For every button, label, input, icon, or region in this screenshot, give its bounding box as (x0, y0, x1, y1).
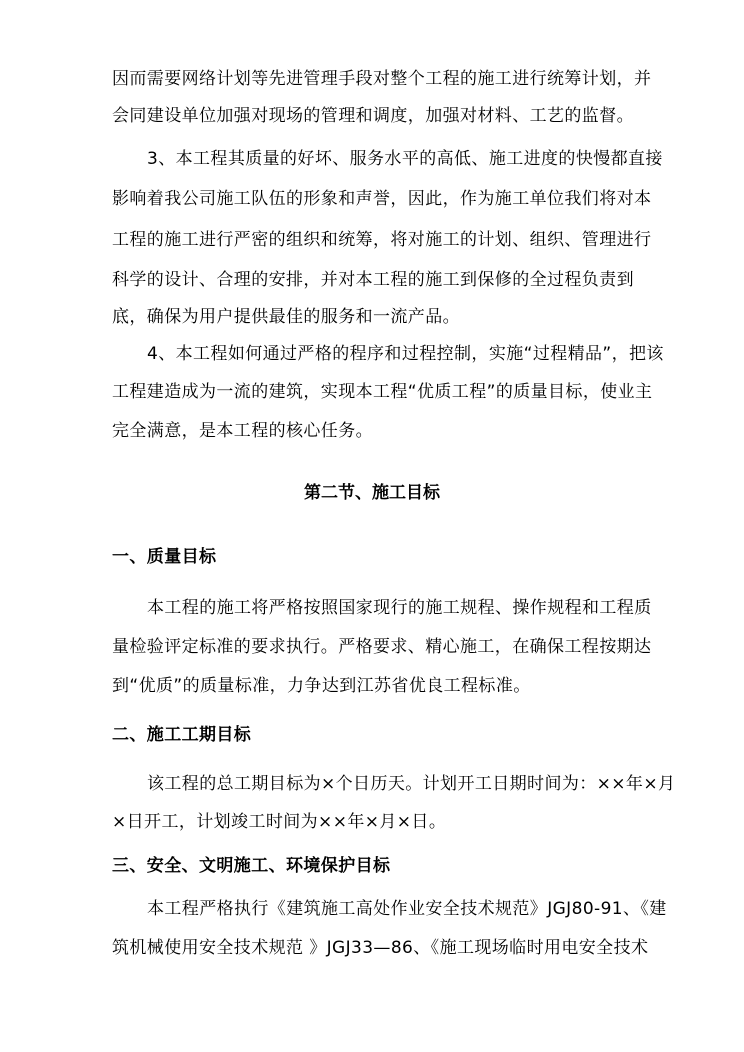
paragraph-line: 完全满意，是本工程的核心任务。 (112, 421, 373, 441)
paragraph-line: 量检验评定标准的要求执行。严格要求、精心施工，在确保工程按期达 (112, 637, 652, 657)
subsection-title-safety: 三、安全、文明施工、环境保护目标 (112, 856, 391, 876)
paragraph-line: 3、本工程其质量的好坏、服务水平的高低、施工进度的快慢都直接 (147, 149, 663, 169)
subsection-title-schedule: 二、施工工期目标 (112, 725, 252, 745)
paragraph-line: ×日开工，计划竣工时间为××年×月×日。 (112, 812, 447, 832)
paragraph-line: 到“优质”的质量标准，力争达到江苏省优良工程标准。 (112, 676, 531, 696)
paragraph-line: 该工程的总工期目标为×个日历天。计划开工日期时间为：××年×月 (147, 774, 676, 794)
paragraph-line: 科学的设计、合理的安排，并对本工程的施工到保修的全过程负责到 (112, 270, 634, 290)
paragraph-line: 影响着我公司施工队伍的形象和声誉，因此，作为施工单位我们将对本 (112, 189, 652, 209)
paragraph-line: 筑机械使用安全技术规范 》JGJ33—86、《施工现场临时用电安全技术 (112, 938, 649, 958)
paragraph-line: 4、本工程如何通过严格的程序和过程控制，实施“过程精品”，把该 (147, 344, 664, 364)
paragraph-line: 会同建设单位加强对现场的管理和调度，加强对材料、工艺的监督。 (112, 106, 634, 126)
subsection-title-quality: 一、质量目标 (112, 547, 217, 567)
section-title: 第二节、施工目标 (304, 483, 440, 503)
paragraph-line: 本工程严格执行《建筑施工高处作业安全技术规范》JGJ80-91、《建 (147, 899, 667, 919)
paragraph-line: 本工程的施工将严格按照国家现行的施工规程、操作规程和工程质 (147, 598, 652, 618)
paragraph-line: 工程的施工进行严密的组织和统筹，将对施工的计划、组织、管理进行 (112, 230, 652, 250)
paragraph-line: 工程建造成为一流的建筑，实现本工程“优质工程”的质量目标，使业主 (112, 382, 653, 402)
paragraph-line: 因而需要网络计划等先进管理手段对整个工程的施工进行统筹计划，并 (112, 69, 652, 89)
paragraph-line: 底，确保为用户提供最佳的服务和一流产品。 (112, 307, 460, 327)
